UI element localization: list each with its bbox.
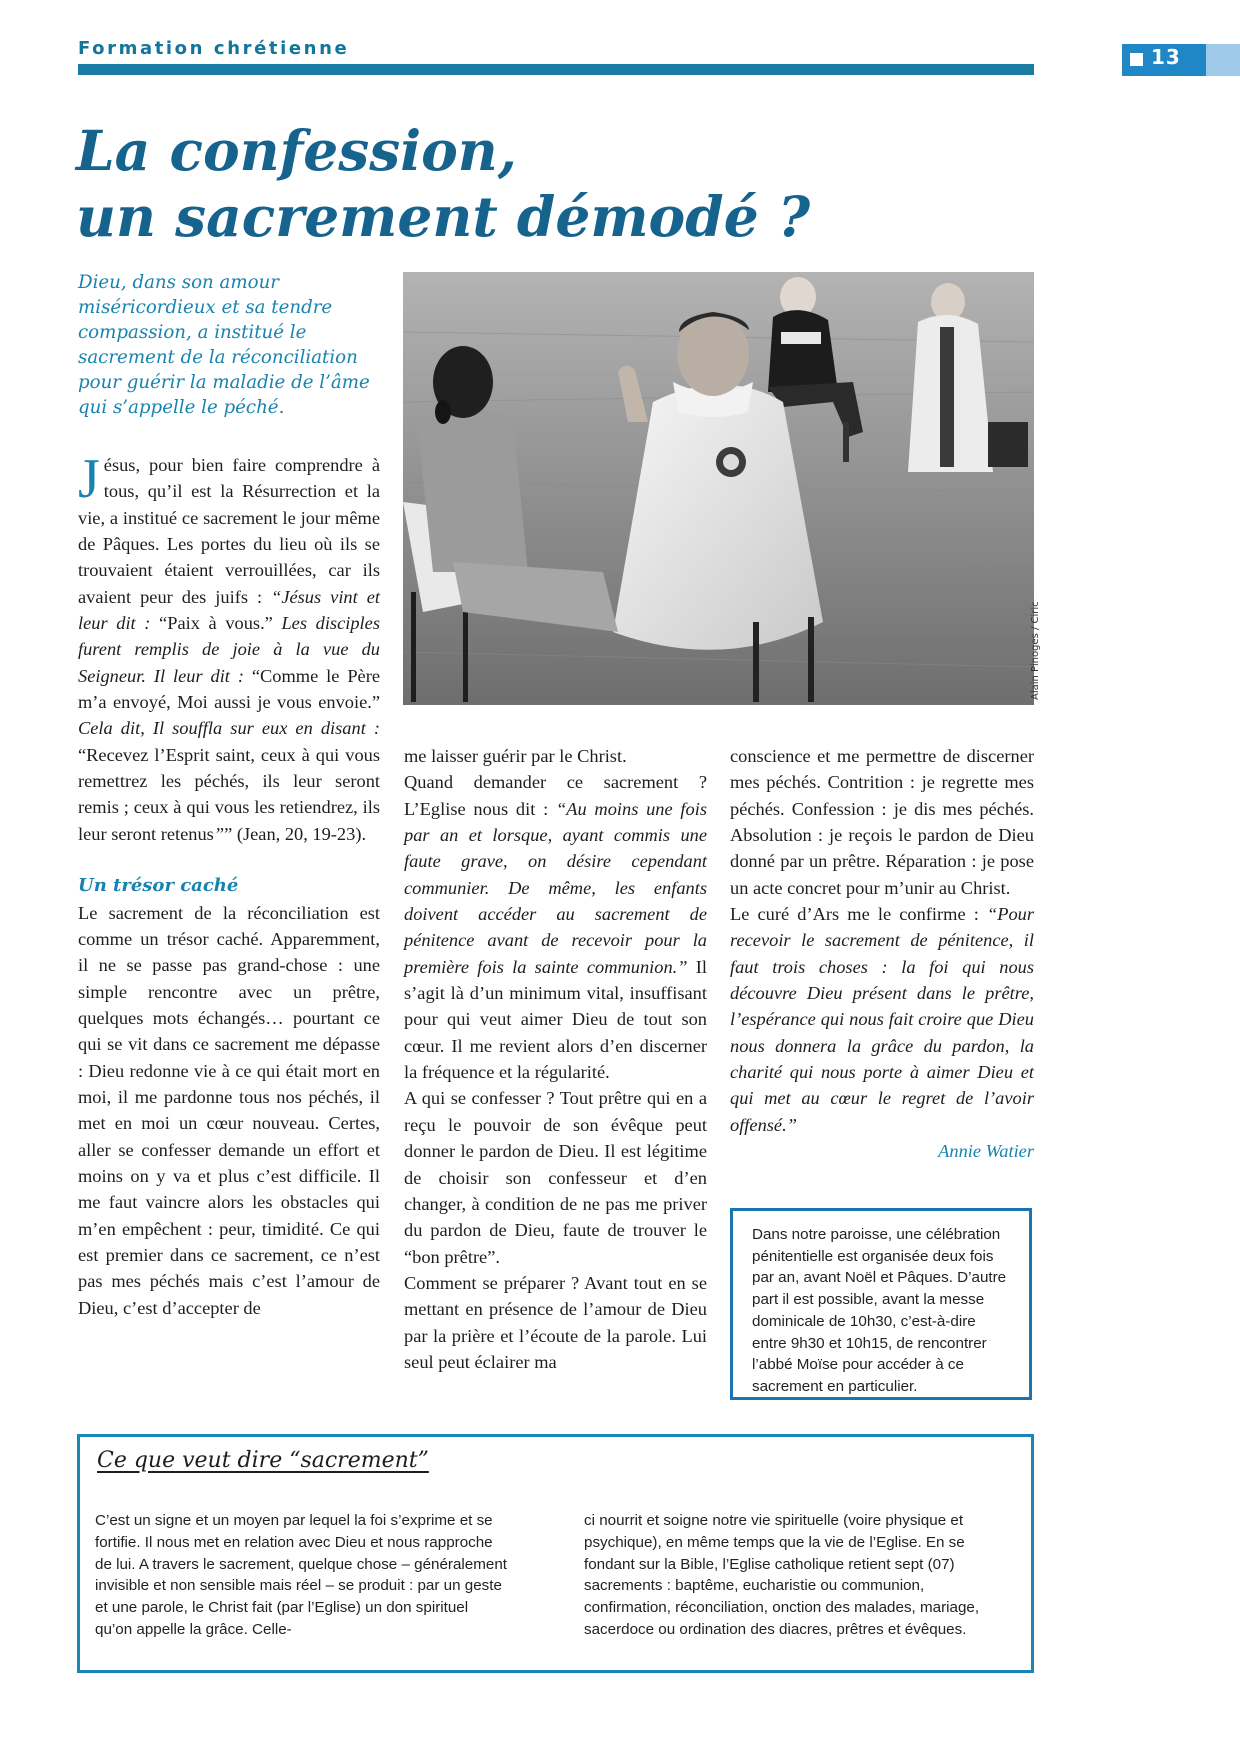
quote-run: Cela dit, Il souffla sur eux en disant :: [78, 718, 380, 739]
title-line-2: un sacrement démodé ?: [76, 184, 811, 249]
text-run: Le curé d’Ars me le confirme :: [730, 904, 987, 925]
article-column-3: [730, 743, 1034, 1165]
article-column-1: [78, 448, 381, 1321]
quote-run: “Pour recevoir le sacrement de pénitence, il faut trois choses : la foi qui nous découvre Dieu présent dans le prêtre, l’espérance qui nous fait croire que Dieu nous donnera la grâce du pardon, la charité qui nous porte à aimer Dieu et qui met au cœur le regret de l’avoir offensé.”: [730, 904, 1034, 1135]
paragraph-c2-2: [404, 769, 707, 1085]
sacrement-text-col-2: ci nourrit et soigne notre vie spirituelle (voire physique et psychique), en même temps que la vie de l’Eglise. En se fondant sur la Bible, l’Eglise catholique retient sept (07) sacrements : baptême, eucharistie ou communion, confirmation, réconciliation, onction des malades, mariage, sacerdoce ou ordination des diacres, prêtres et évêques.: [584, 1512, 980, 1638]
confession-photo-drawing: [403, 272, 1034, 705]
dropcap: J: [78, 448, 100, 510]
confession-photo: [403, 272, 1034, 705]
paragraph-intro: [78, 448, 381, 847]
header-rule: [78, 64, 1034, 75]
text-run: Il s’agit là d’un minimum vital, insuffisant pour qui veut aimer Dieu de tout son cœur. Il me revient alors d’en discerner la fréquence et la régularité.: [404, 956, 707, 1083]
text-run: “Comme le Père m’a envoyé, Moi aussi je vous envoie.”: [78, 665, 381, 713]
parish-info-box: [730, 1208, 1032, 1400]
sacrement-box-title: Ce que veut dire “sacrement”: [97, 1448, 429, 1473]
subhead-tresor: Un trésor caché: [78, 875, 239, 897]
text-run: “Paix à vous.”: [150, 613, 282, 634]
paragraph-c3-1: conscience et me permettre de discerner mes péchés. Contrition : je regrette mes péchés. Confession : je dis mes péchés. Absolution : je reçois le pardon de Dieu donné par un prêtre. Réparation : je pose un acte concret pour m’unir au Christ.: [730, 746, 1034, 898]
quote-run: Les disciples furent remplis de joie à la vue du Seigneur. Il leur dit :: [78, 613, 380, 686]
text-run: “Recevez l’Esprit saint, ceux à qui vous remettrez les péchés, ils leur seront remis ; ceux à qui vous les retiendrez, ils leur seront retenus: [78, 744, 380, 844]
author-signature: Annie Watier: [938, 1141, 1034, 1162]
quote-run: “Au moins une fois par an et lorsque, ayant commis une faute grave, on désire cependant communier. De même, les enfants doivent accéder au sacrement de pénitence avant de recevoir pour la première fois la sainte communion.”: [404, 798, 708, 977]
paragraph-c3-2: [730, 901, 1034, 1138]
paragraph-c2-4: Comment se préparer ? Avant tout en se mettant en présence de l’amour de Dieu par la prière et l’écoute de la parole. Lui seul peut éclairer ma: [404, 1272, 707, 1372]
page-square-icon: [1130, 53, 1143, 66]
title-line-1: La confession,: [76, 118, 517, 183]
sacrement-text-col-1: C’est un signe et un moyen par lequel la foi s’exprime et se fortifie. Il nous met en relation avec Dieu et nous rapproche de lui. A travers le sacrement, quelque chose – généralement invisible et non sensible mais réel – se produit : par un geste et une parole, le Christ fait (par l’Eglise) un don spirituel qu’on appelle la grâce. Celle-: [95, 1512, 507, 1638]
article-column-2: [404, 743, 707, 1375]
text-run: ésus, pour bien faire comprendre à tous, qu’il est la Résurrection et la vie, a institué ce sacrement le jour même de Pâques. Les portes du lieu où ils se trouvaient étaient verrouillées, car ils avaient peur des juifs :: [78, 455, 380, 607]
quote-run: ”: [213, 823, 225, 844]
section-label: Formation chrétienne: [78, 38, 350, 59]
text-run: Quand demander ce sacrement ? L’Eglise nous dit :: [404, 772, 707, 819]
article-title: [76, 118, 1036, 250]
page-number: 13: [1151, 45, 1181, 69]
quote-run: “Jésus vint et leur dit :: [78, 586, 380, 634]
photo-credit: Alain Pinoges / Ciric: [1030, 601, 1041, 700]
lead-paragraph: Dieu, dans son amour miséricordieux et sa tendre compassion, a institué le sacrement de la réconciliation pour guérir la maladie de l’âme qui s’appelle le péché.: [78, 272, 370, 418]
page-tab-stripe: [1206, 44, 1240, 76]
paragraph-c2-3: A qui se confesser ? Tout prêtre qui en a reçu le pouvoir de son évêque peut donner le pardon de Dieu. Il est légitime de choisir son confesseur et d’en changer, à condition de ne pas me priver du pardon de Dieu, faute de trouver le “bon prêtre”.: [404, 1088, 707, 1267]
text-run: ” (Jean, 20, 19-23).: [224, 823, 367, 844]
parish-info-text: Dans notre paroisse, une célébration pénitentielle est organisée deux fois par an, avant Noël et Pâques. D’autre part il est possible, avant la messe dominicale de 10h30, c’est-à-dire entre 9h30 et 10h15, de rencontrer l’abbé Moïse pour accéder à ce sacrement en particulier.: [752, 1226, 1007, 1395]
paragraph-tresor: Le sacrement de la réconciliation est comme un trésor caché. Apparemment, il ne se passe pas grand-chose : une simple rencontre avec un prêtre, quelques mots échangés… pourtant ce qui se vit dans ce sacrement me dépasse : Dieu redonne vie à ce qui était mort en moi, il me pardonne tous nos péchés, il met en moi un cœur nouveau. Certes, aller se confesser demande un effort et moins on y va et plus c’est difficile. Il me faut vaincre alors les obstacles qui m’en empêchent : peur, timidité. Ce qui est premier dans ce sacrement, ce n’est pas mes péchés mais c’est l’amour de Dieu, c’est d’accepter de: [78, 902, 380, 1318]
paragraph-c2-1: me laisser guérir par le Christ.: [404, 746, 627, 766]
